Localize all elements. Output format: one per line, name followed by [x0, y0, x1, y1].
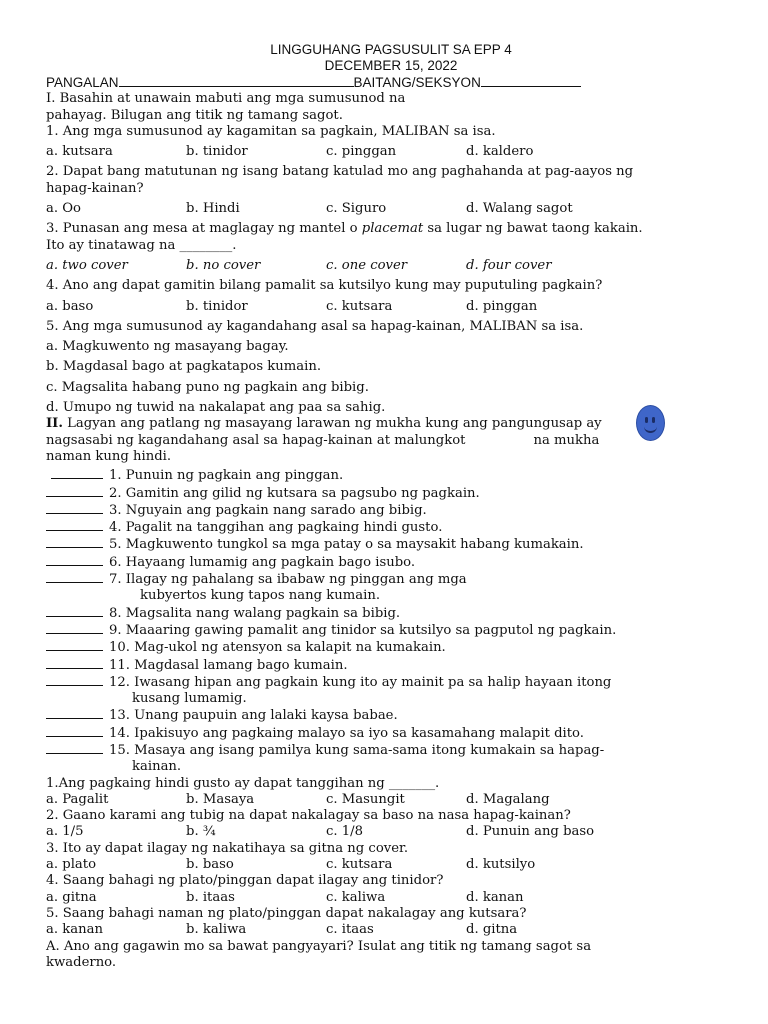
list-item	[46, 657, 736, 674]
option-c: c. itaas	[326, 922, 374, 938]
option-a: a. kutsara	[46, 144, 113, 160]
question-2-options	[46, 201, 736, 217]
option-d: d. Punuin ang baso	[466, 824, 595, 840]
option-d: d. kanan	[466, 889, 524, 905]
option-d: d. kaldero	[466, 144, 534, 160]
part1-instruction-2: pahayag. Bilugan ang titik ng tamang sagot.	[46, 107, 343, 123]
list-item	[46, 639, 736, 656]
option-b: b. Masaya	[186, 791, 255, 807]
quiz-title: LINGGUHANG PAGSUSULIT SA EPP 4	[270, 42, 512, 57]
option-a: a. two cover	[46, 257, 128, 273]
option-a: a. Oo	[46, 201, 81, 217]
option-d: d. pinggan	[466, 298, 538, 314]
option-b: b. tinidor	[186, 298, 248, 314]
item-text: 4. Pagalit na tanggihan ang pagkaing hindi gusto.	[109, 520, 443, 536]
list-item-continuation: kainan.	[132, 759, 182, 775]
answer-blank[interactable]	[46, 622, 103, 634]
answer-blank[interactable]	[46, 657, 103, 669]
answer-blank[interactable]	[46, 725, 103, 737]
list-item	[46, 554, 736, 571]
question-5-text: 5. Ang mga sumusunod ay kagandahang asal sa hapag-kainan, MALIBAN sa isa.	[46, 318, 584, 334]
option-c: c. kutsara	[326, 298, 393, 314]
part3-question-3-options	[46, 857, 736, 873]
option-b: b. itaas	[186, 889, 235, 905]
final-instruction-2: kwaderno.	[46, 954, 117, 970]
option-a: a. gitna	[46, 889, 97, 905]
option-d: d. four cover	[466, 257, 552, 273]
option-a: a. plato	[46, 857, 97, 873]
item-text: 6. Hayaang lumamig ang pagkain bago isubo.	[109, 554, 416, 570]
smiley-right-eye	[652, 417, 655, 423]
item-text: 7. Ilagay ng pahalang sa ibabaw ng pinggan ang mga	[109, 572, 467, 588]
part3-question-2-text: 2. Gaano karami ang tubig na dapat nakalagay sa baso na nasa hapag-kainan?	[46, 808, 571, 824]
option-a: a. Magkuwento ng masayang bagay.	[46, 339, 289, 355]
question-4-text: 4. Ano ang dapat gamitin bilang pamalit sa kutsilyo kung may puputuling pagkain?	[46, 278, 603, 294]
item-text: 1. Punuin ng pagkain ang pinggan.	[109, 468, 344, 484]
option-d: d. kutsilyo	[466, 857, 536, 873]
option-b: b. Hindi	[186, 201, 240, 217]
part3-question-1-text: 1.Ang pagkaing hindi gusto ay dapat tanggihan ng _______.	[46, 775, 440, 791]
list-item	[46, 536, 736, 553]
option-c: c. one cover	[326, 257, 408, 273]
part3-question-5-text: 5. Saang bahagi naman ng plato/pinggan dapat nakalagay ang kutsara?	[46, 905, 527, 921]
answer-blank[interactable]	[51, 467, 103, 479]
part2-line2a: nagsasabi ng kagandahang asal sa hapag-kainan at malungkot	[46, 432, 466, 448]
item-text: 14. Ipakisuyo ang pagkaing malayo sa iyo sa kasamahang malapit dito.	[109, 725, 584, 741]
part2-instruction-2	[46, 433, 736, 449]
answer-blank[interactable]	[46, 707, 103, 719]
item-text: 8. Magsalita nang walang pagkain sa bibig.	[109, 605, 401, 621]
list-item	[46, 742, 736, 759]
answer-blank[interactable]	[46, 536, 103, 548]
option-a: a. Pagalit	[46, 791, 109, 807]
list-item	[46, 707, 736, 724]
question-1-options	[46, 144, 736, 160]
item-text: 10. Mag-ukol ng atensyon sa kalapit na kumakain.	[109, 640, 446, 656]
option-d: d. Magalang	[466, 791, 550, 807]
list-item	[46, 571, 736, 588]
list-item-continuation: kusang lumamig.	[132, 691, 247, 707]
option-b: b. kaliwa	[186, 922, 247, 938]
part3-question-2-options	[46, 824, 736, 840]
name-label: PANGALAN	[46, 75, 119, 90]
part2-instruction-3: naman kung hindi.	[46, 448, 172, 464]
question-1-text: 1. Ang mga sumusunod ay kagamitan sa pagkain, MALIBAN sa isa.	[46, 123, 496, 139]
answer-blank[interactable]	[46, 554, 103, 566]
q3-placemat: placemat	[361, 221, 424, 237]
part3-question-5-options	[46, 922, 736, 938]
option-c: c. Magsalita habang puno ng pagkain ang bibig.	[46, 379, 369, 395]
question-2-text-2: hapag-kainan?	[46, 180, 144, 196]
answer-blank[interactable]	[46, 674, 103, 686]
part3-question-4-text: 4. Saang bahagi ng plato/pinggan dapat ilagay ang tinidor?	[46, 873, 444, 889]
question-2-text-1: 2. Dapat bang matutunan ng isang batang katulad mo ang paghahanda at pag-aayos ng	[46, 164, 634, 180]
option-c: c. kaliwa	[326, 889, 386, 905]
q3-part-c: sa lugar ng bawat taong kakain.	[423, 221, 643, 237]
quiz-date: DECEMBER 15, 2022	[324, 58, 458, 73]
option-c: c. 1/8	[326, 824, 363, 840]
option-b: b. no cover	[186, 257, 261, 273]
name-field[interactable]	[119, 74, 354, 87]
option-a: a. baso	[46, 298, 94, 314]
list-item	[46, 622, 736, 639]
option-a: a. kanan	[46, 922, 103, 938]
list-item	[46, 502, 736, 519]
answer-blank[interactable]	[46, 571, 103, 583]
item-text: 12. Iwasang hipan ang pagkain kung ito ay mainit pa sa halip hayaan itong	[109, 674, 612, 690]
answer-blank[interactable]	[46, 485, 103, 497]
option-c: c. Siguro	[326, 201, 387, 217]
part3-question-1-options	[46, 792, 736, 808]
item-text: 2. Gamitin ang gilid ng kutsara sa pagsubo ng pagkain.	[109, 485, 480, 501]
part2-line2b: na mukha	[533, 432, 600, 448]
answer-blank[interactable]	[46, 605, 103, 617]
option-d: d. gitna	[466, 922, 518, 938]
answer-blank[interactable]	[46, 502, 103, 514]
student-info-line	[46, 74, 736, 91]
item-text: 5. Magkuwento tungkol sa mga patay o sa maysakit habang kumakain.	[109, 537, 584, 553]
list-item	[46, 725, 736, 742]
item-text: 11. Magdasal lamang bago kumain.	[109, 657, 348, 673]
q3-part-a: 3. Punasan ang mesa at maglagay ng mantel o	[46, 221, 362, 237]
list-item	[46, 519, 736, 536]
section-field[interactable]	[481, 74, 581, 87]
option-d: d. Walang sagot	[466, 201, 573, 217]
list-item	[46, 467, 736, 484]
part2-instruction-1	[46, 416, 736, 432]
answer-blank[interactable]	[46, 639, 103, 651]
part2-label: II.	[46, 416, 63, 432]
smiley-mouth	[644, 425, 657, 433]
list-item	[46, 485, 736, 502]
question-3-options	[46, 258, 736, 274]
option-c: c. pinggan	[326, 144, 397, 160]
list-item	[46, 605, 736, 622]
item-text: 3. Nguyain ang pagkain nang sarado ang bibig.	[109, 502, 427, 518]
option-b: b. tinidor	[186, 144, 248, 160]
question-3-text-2: Ito ay tinatawag na ________.	[46, 237, 237, 253]
option-c: c. kutsara	[326, 857, 393, 873]
question-4-options	[46, 299, 736, 315]
section-label: BAITANG/SEKSYON	[353, 75, 481, 90]
part3-question-3-text: 3. Ito ay dapat ilagay ng nakatihaya sa gitna ng cover.	[46, 840, 409, 856]
quiz-page	[46, 42, 736, 971]
part2-line1-text: Lagyan ang patlang ng masayang larawan ng mukha kung ang pangungusap ay	[62, 416, 602, 432]
option-a: a. 1/5	[46, 824, 84, 840]
item-text: 13. Unang paupuin ang lalaki kaysa babae.	[109, 708, 398, 724]
option-b: b. baso	[186, 857, 234, 873]
item-text: 15. Masaya ang isang pamilya kung sama-sama itong kumakain sa hapag-	[109, 742, 605, 758]
option-b: b. ¾	[186, 824, 216, 840]
answer-blank[interactable]	[46, 519, 103, 531]
item-text: 9. Maaaring gawing pamalit ang tinidor sa kutsilyo sa pagputol ng pagkain.	[109, 622, 617, 638]
part1-instruction-1: I. Basahin at unawain mabuti ang mga sumusunod na	[46, 91, 406, 107]
option-d: d. Umupo ng tuwid na nakalapat ang paa sa sahig.	[46, 400, 386, 416]
question-3-text-1	[46, 221, 736, 237]
option-b: b. Magdasal bago at pagkatapos kumain.	[46, 359, 322, 375]
part3-question-4-options	[46, 890, 736, 906]
option-c: c. Masungit	[326, 791, 405, 807]
list-item	[46, 674, 736, 691]
smiley-left-eye	[645, 417, 648, 423]
final-instruction-1: A. Ano ang gagawin mo sa bawat pangyayari? Isulat ang titik ng tamang sagot sa	[46, 938, 592, 954]
list-item-continuation: kubyertos kung tapos nang kumain.	[140, 588, 381, 604]
answer-blank[interactable]	[46, 742, 103, 754]
smiley-face-icon	[636, 405, 665, 441]
